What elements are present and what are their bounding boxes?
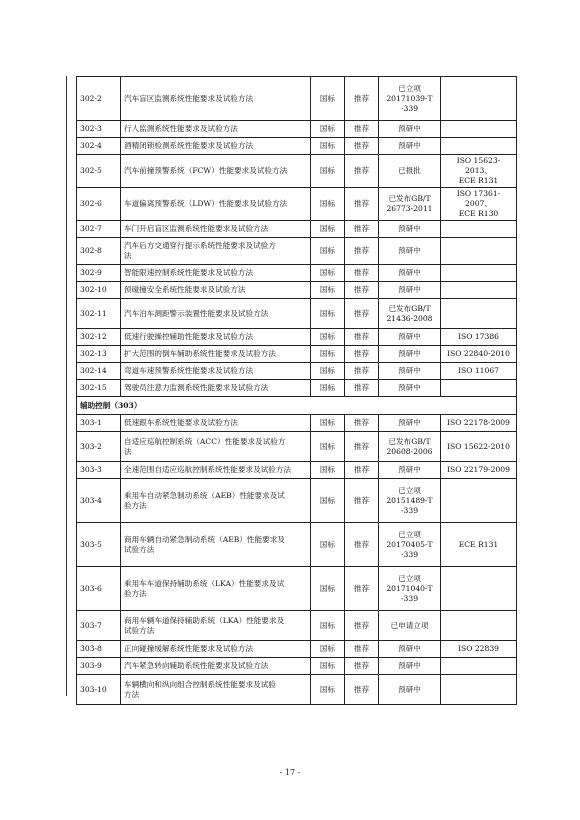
standard-category: 国标	[311, 121, 345, 138]
standard-number: 302-4	[77, 138, 121, 155]
standard-category: 国标	[311, 77, 345, 121]
standard-category: 国标	[311, 138, 345, 155]
standard-type: 推荐	[345, 346, 379, 363]
standard-status: 预研中	[379, 221, 441, 238]
reference-standard: ISO 22839	[441, 641, 517, 658]
reference-standard	[441, 380, 517, 397]
standard-name: 低速行驶操控辅助性能要求及试验方法	[121, 329, 311, 346]
standard-number: 302-8	[77, 238, 121, 265]
section-row	[77, 397, 517, 415]
standard-number: 302-2	[77, 77, 121, 121]
standard-category: 国标	[311, 265, 345, 282]
standard-status: 预研中	[379, 363, 441, 380]
standard-name: 汽车前撞预警系统（FCW）性能要求及试验方法	[121, 155, 311, 188]
reference-standard: ISO 17361-2007、 ECE R130	[441, 188, 517, 221]
section-title: 辅助控制（303）	[77, 397, 517, 415]
standard-number: 302-13	[77, 346, 121, 363]
table-row	[77, 188, 517, 221]
standard-name: 正向碰撞缓解系统性能要求及试验方法	[121, 641, 311, 658]
standard-name: 自适应巡航控制系统（ACC）性能要求及试验方 法	[121, 432, 311, 462]
table-row	[77, 523, 517, 567]
table-row	[77, 155, 517, 188]
reference-standard	[441, 138, 517, 155]
standard-number: 303-8	[77, 641, 121, 658]
reference-standard: ISO 22840-2010	[441, 346, 517, 363]
standard-number: 302-6	[77, 188, 121, 221]
standard-type: 推荐	[345, 188, 379, 221]
standard-status: 预研中	[379, 658, 441, 675]
table-row	[77, 282, 517, 299]
standard-name: 全速范围自适应巡航控制系统性能要求及试验方法	[121, 462, 311, 479]
standards-table	[76, 76, 517, 705]
standard-status: 预研中	[379, 329, 441, 346]
table-row	[77, 479, 517, 523]
standard-number: 302-3	[77, 121, 121, 138]
standard-type: 推荐	[345, 567, 379, 611]
reference-standard: ECE R131	[441, 523, 517, 567]
standard-number: 302-7	[77, 221, 121, 238]
standard-status: 预研中	[379, 675, 441, 705]
standard-type: 推荐	[345, 415, 379, 432]
standard-category: 国标	[311, 363, 345, 380]
reference-standard	[441, 121, 517, 138]
standard-name: 车门开启盲区监测系统性能要求及试验方法	[121, 221, 311, 238]
reference-standard	[441, 675, 517, 705]
standard-status: 已立项 20151489-T -339	[379, 479, 441, 523]
standard-category: 国标	[311, 188, 345, 221]
standard-category: 国标	[311, 523, 345, 567]
table-row	[77, 363, 517, 380]
standard-number: 303-10	[77, 675, 121, 705]
standard-category: 国标	[311, 329, 345, 346]
standard-name: 行人监测系统性能要求及试验方法	[121, 121, 311, 138]
standard-type: 推荐	[345, 155, 379, 188]
standard-type: 推荐	[345, 658, 379, 675]
table-row	[77, 299, 517, 329]
standard-name: 预碰撞安全系统性能要求及试验方法	[121, 282, 311, 299]
left-margin-rule	[66, 76, 67, 696]
standard-type: 推荐	[345, 380, 379, 397]
standard-status: 预研中	[379, 641, 441, 658]
standard-name: 低速跟车系统性能要求及试验方法	[121, 415, 311, 432]
table-row	[77, 611, 517, 641]
reference-standard	[441, 299, 517, 329]
table-row	[77, 121, 517, 138]
table-row	[77, 77, 517, 121]
table-row	[77, 567, 517, 611]
standard-type: 推荐	[345, 221, 379, 238]
standard-type: 推荐	[345, 675, 379, 705]
standard-type: 推荐	[345, 523, 379, 567]
standard-category: 国标	[311, 675, 345, 705]
standard-status: 已报批	[379, 155, 441, 188]
standard-status: 预研中	[379, 282, 441, 299]
standard-type: 推荐	[345, 432, 379, 462]
reference-standard	[441, 567, 517, 611]
standard-type: 推荐	[345, 611, 379, 641]
standard-name: 酒精闭锁检测系统性能要求及试验方法	[121, 138, 311, 155]
standard-type: 推荐	[345, 138, 379, 155]
standard-category: 国标	[311, 238, 345, 265]
reference-standard: ISO 11067	[441, 363, 517, 380]
standard-name: 汽车后方交通穿行提示系统性能要求及试验方 法	[121, 238, 311, 265]
standard-category: 国标	[311, 380, 345, 397]
standard-number: 303-7	[77, 611, 121, 641]
standard-status: 预研中	[379, 121, 441, 138]
standard-status: 已发布GB/T 21436-2008	[379, 299, 441, 329]
standard-type: 推荐	[345, 282, 379, 299]
standard-type: 推荐	[345, 265, 379, 282]
standard-status: 预研中	[379, 380, 441, 397]
reference-standard	[441, 77, 517, 121]
standard-name: 弯道车速预警系统性能要求及试验方法	[121, 363, 311, 380]
standard-status: 预研中	[379, 138, 441, 155]
reference-standard	[441, 238, 517, 265]
standard-category: 国标	[311, 479, 345, 523]
standard-name: 汽车盲区监测系统性能要求及试验方法	[121, 77, 311, 121]
table-row	[77, 329, 517, 346]
reference-standard	[441, 221, 517, 238]
standard-status: 已立项 20171039-T -339	[379, 77, 441, 121]
standard-status: 已发布GB/T 26773-2011	[379, 188, 441, 221]
standard-category: 国标	[311, 462, 345, 479]
table-row	[77, 415, 517, 432]
reference-standard	[441, 479, 517, 523]
reference-standard: ISO 15623-2013、 ECE R131	[441, 155, 517, 188]
standard-number: 302-12	[77, 329, 121, 346]
standard-number: 302-9	[77, 265, 121, 282]
standard-name: 驾驶员注意力监测系统性能要求及试验方法	[121, 380, 311, 397]
reference-standard	[441, 282, 517, 299]
standard-number: 303-3	[77, 462, 121, 479]
standard-status: 已立项 20170405-T -339	[379, 523, 441, 567]
standard-category: 国标	[311, 299, 345, 329]
standard-name: 车道偏离预警系统（LDW）性能要求及试验方法	[121, 188, 311, 221]
standard-status: 预研中	[379, 346, 441, 363]
standard-status: 预研中	[379, 265, 441, 282]
standard-type: 推荐	[345, 479, 379, 523]
standard-number: 303-1	[77, 415, 121, 432]
standard-type: 推荐	[345, 641, 379, 658]
reference-standard: ISO 17386	[441, 329, 517, 346]
table-row	[77, 221, 517, 238]
table-row	[77, 432, 517, 462]
standard-type: 推荐	[345, 329, 379, 346]
standard-category: 国标	[311, 415, 345, 432]
standard-status: 已申请立项	[379, 611, 441, 641]
standard-name: 汽车紧急转向辅助系统性能要求及试验方法	[121, 658, 311, 675]
reference-standard	[441, 658, 517, 675]
standard-number: 303-4	[77, 479, 121, 523]
standard-number: 302-15	[77, 380, 121, 397]
table-row	[77, 138, 517, 155]
standard-number: 303-6	[77, 567, 121, 611]
standard-category: 国标	[311, 282, 345, 299]
standard-number: 303-2	[77, 432, 121, 462]
reference-standard: ISO 22178-2009	[441, 415, 517, 432]
standard-category: 国标	[311, 432, 345, 462]
standard-type: 推荐	[345, 462, 379, 479]
standard-category: 国标	[311, 658, 345, 675]
standard-type: 推荐	[345, 121, 379, 138]
standard-status: 预研中	[379, 238, 441, 265]
standard-status: 预研中	[379, 415, 441, 432]
standard-number: 303-9	[77, 658, 121, 675]
reference-standard	[441, 265, 517, 282]
standard-category: 国标	[311, 346, 345, 363]
standard-category: 国标	[311, 567, 345, 611]
standard-name: 乘用车自动紧急制动系统（AEB）性能要求及试 验方法	[121, 479, 311, 523]
standard-category: 国标	[311, 221, 345, 238]
standard-type: 推荐	[345, 299, 379, 329]
reference-standard	[441, 611, 517, 641]
standard-name: 商用车辆车道保持辅助系统（LKA）性能要求及 试验方法	[121, 611, 311, 641]
table-row	[77, 346, 517, 363]
standard-name: 汽车泊车测距警示装置性能要求及试验方法	[121, 299, 311, 329]
table-row	[77, 658, 517, 675]
standard-type: 推荐	[345, 238, 379, 265]
standard-number: 302-11	[77, 299, 121, 329]
standard-number: 302-14	[77, 363, 121, 380]
standard-name: 商用车辆自动紧急制动系统（AEB）性能要求及 试验方法	[121, 523, 311, 567]
table-row	[77, 380, 517, 397]
standard-name: 智能限速控制系统性能要求及试验方法	[121, 265, 311, 282]
standard-status: 预研中	[379, 462, 441, 479]
table-row	[77, 238, 517, 265]
standard-name: 车辆横向和纵向组合控制系统性能要求及试验 方法	[121, 675, 311, 705]
standard-number: 303-5	[77, 523, 121, 567]
reference-standard: ISO 22179-2009	[441, 462, 517, 479]
table-row	[77, 641, 517, 658]
standard-type: 推荐	[345, 363, 379, 380]
standards-table-body	[77, 77, 517, 705]
standard-number: 302-5	[77, 155, 121, 188]
table-row	[77, 265, 517, 282]
page-number: - 17 -	[279, 768, 301, 777]
reference-standard: ISO 15622-2010	[441, 432, 517, 462]
standard-status: 已发布GB/T 20608-2006	[379, 432, 441, 462]
standard-name: 扩大范围的倒车辅助系统性能要求及试验方法	[121, 346, 311, 363]
standard-number: 302-10	[77, 282, 121, 299]
standard-category: 国标	[311, 155, 345, 188]
standard-category: 国标	[311, 611, 345, 641]
table-row	[77, 462, 517, 479]
standard-category: 国标	[311, 641, 345, 658]
standard-type: 推荐	[345, 77, 379, 121]
standard-status: 已立项 20171040-T -339	[379, 567, 441, 611]
table-row	[77, 675, 517, 705]
standard-name: 乘用车车道保持辅助系统（LKA）性能要求及试 验方法	[121, 567, 311, 611]
